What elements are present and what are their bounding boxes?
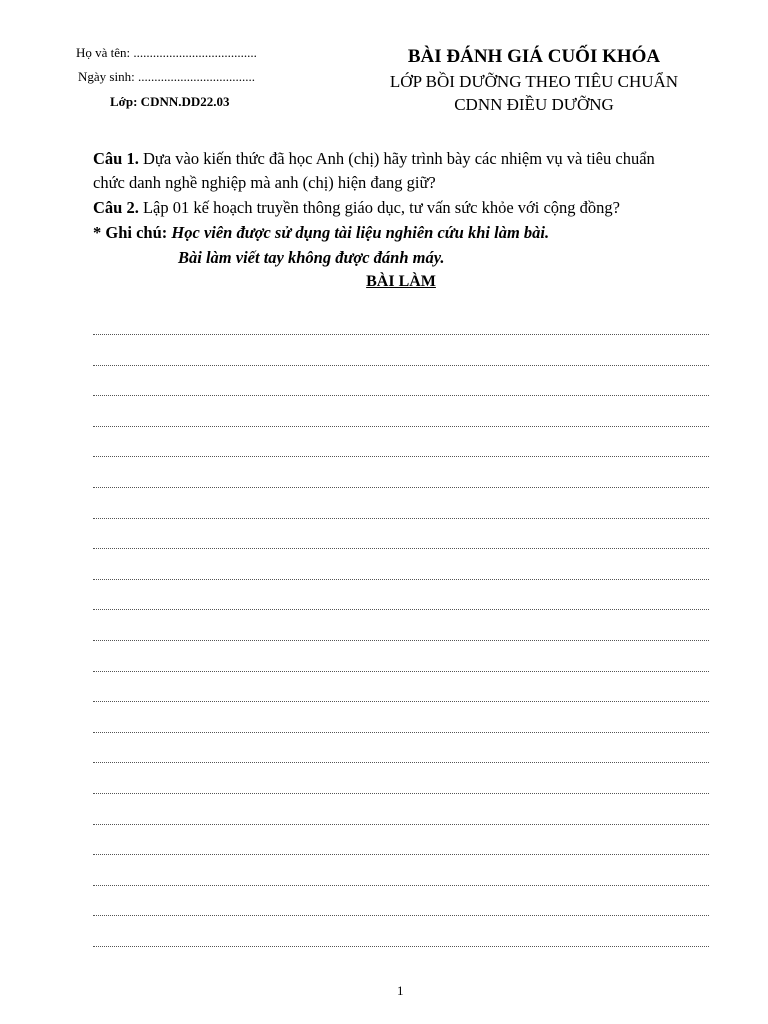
document-subtitle-line-1: LỚP BỒI DƯỠNG THEO TIÊU CHUẨN [389,72,679,91]
answer-line [93,640,709,641]
question-1-line-1 [93,147,655,171]
page-number: 1 [397,983,404,998]
answer-line [93,793,709,794]
answer-heading: BÀI LÀM [366,273,436,290]
question-2-label: Câu 2. [93,198,139,217]
note-label: * Ghi chú: [93,223,168,242]
question-1-text-part-1: Dựa vào kiến thức đã học Anh (chị) hãy trình bày các nhiệm vụ và tiêu chuẩn [138,149,655,168]
answer-line [93,456,709,457]
answer-line [93,701,709,702]
note-line-1 [93,221,549,245]
answer-line [93,671,709,672]
answer-line [93,426,709,427]
answer-line [93,518,709,519]
question-2 [93,196,620,220]
question-1-line-2: chức danh nghề nghiệp mà anh (chị) hiện đang giữ? [93,173,436,192]
answer-line [93,762,709,763]
document-subtitle-line-2: CDNN ĐIỀU DƯỠNG [454,95,614,114]
answer-line [93,365,709,366]
name-field [76,45,257,61]
note-line-2: Bài làm viết tay không được đánh máy. [178,248,445,267]
answer-line [93,915,709,916]
answer-line [93,579,709,580]
answer-line [93,395,709,396]
class-code: Lớp: CDNN.DD22.03 [110,94,230,109]
answer-line [93,854,709,855]
answer-line [93,824,709,825]
name-blank: ...................................... [133,45,257,60]
answer-line [93,946,709,947]
dob-blank: .................................... [137,69,255,84]
dob-field [78,69,255,85]
question-2-text: Lập 01 kế hoạch truyền thông giáo dục, tư vấn sức khỏe với cộng đồng? [138,198,621,217]
note-text-1: Học viên được sử dụng tài liệu nghiên cứu khi làm bài. [167,223,550,242]
question-1-label: Câu 1. [93,149,139,168]
answer-line [93,609,709,610]
name-label: Họ và tên: [76,45,131,60]
answer-line [93,334,709,335]
answer-line [93,732,709,733]
answer-line [93,487,709,488]
dob-label: Ngày sinh: [78,69,135,84]
answer-line [93,885,709,886]
answer-line [93,548,709,549]
document-title: BÀI ĐÁNH GIÁ CUỐI KHÓA [407,46,661,67]
